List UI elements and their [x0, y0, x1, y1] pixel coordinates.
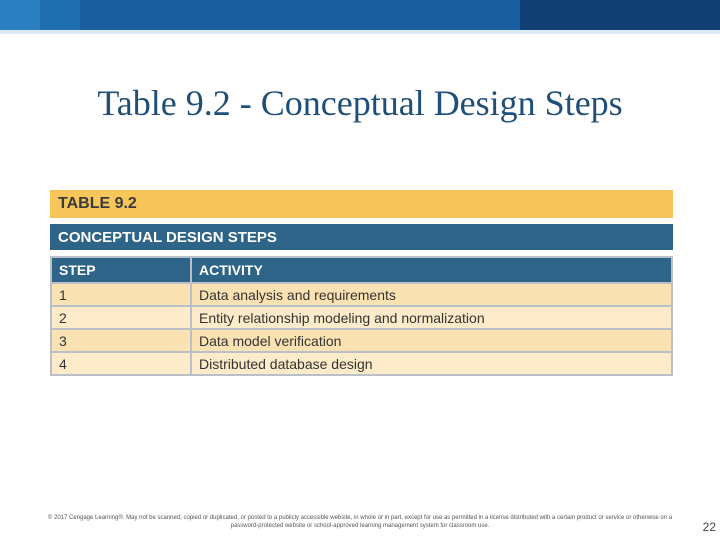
- top-bar-segment: [0, 0, 40, 30]
- slide-title: Table 9.2 - Conceptual Design Steps: [97, 83, 623, 123]
- activity-cell: Data analysis and requirements: [191, 283, 672, 306]
- activity-cell: Data model verification: [191, 329, 672, 352]
- table-row: [51, 329, 672, 352]
- table-heading: CONCEPTUAL DESIGN STEPS: [50, 224, 673, 250]
- column-header-step: STEP: [51, 257, 191, 283]
- step-cell: 4: [51, 352, 191, 375]
- table-row: [51, 352, 672, 375]
- table-header-row: [51, 257, 672, 283]
- top-decorative-bar: [0, 0, 720, 30]
- step-cell: 1: [51, 283, 191, 306]
- table-number-label: TABLE 9.2: [50, 190, 673, 218]
- top-divider: [0, 30, 720, 34]
- design-steps-table: [50, 256, 673, 376]
- page-number: 22: [702, 520, 716, 534]
- step-cell: 2: [51, 306, 191, 329]
- table-row: [51, 283, 672, 306]
- copyright-footer: © 2017 Cengage Learning®. May not be scanned, copied or duplicated, or posted to a publicly accessible website, in whole or in part, except for use as permitted in a license distributed with a certain product or service or otherwise on a password-protected website or school-approved learning management system for classroom use.: [47, 515, 673, 529]
- activity-cell: Entity relationship modeling and normalization: [191, 306, 672, 329]
- table-row: [51, 306, 672, 329]
- column-header-activity: ACTIVITY: [191, 257, 672, 283]
- top-bar-segment: [80, 0, 520, 30]
- step-cell: 3: [51, 329, 191, 352]
- table-container: [50, 190, 673, 376]
- activity-cell: Distributed database design: [191, 352, 672, 375]
- top-bar-segment: [520, 0, 720, 30]
